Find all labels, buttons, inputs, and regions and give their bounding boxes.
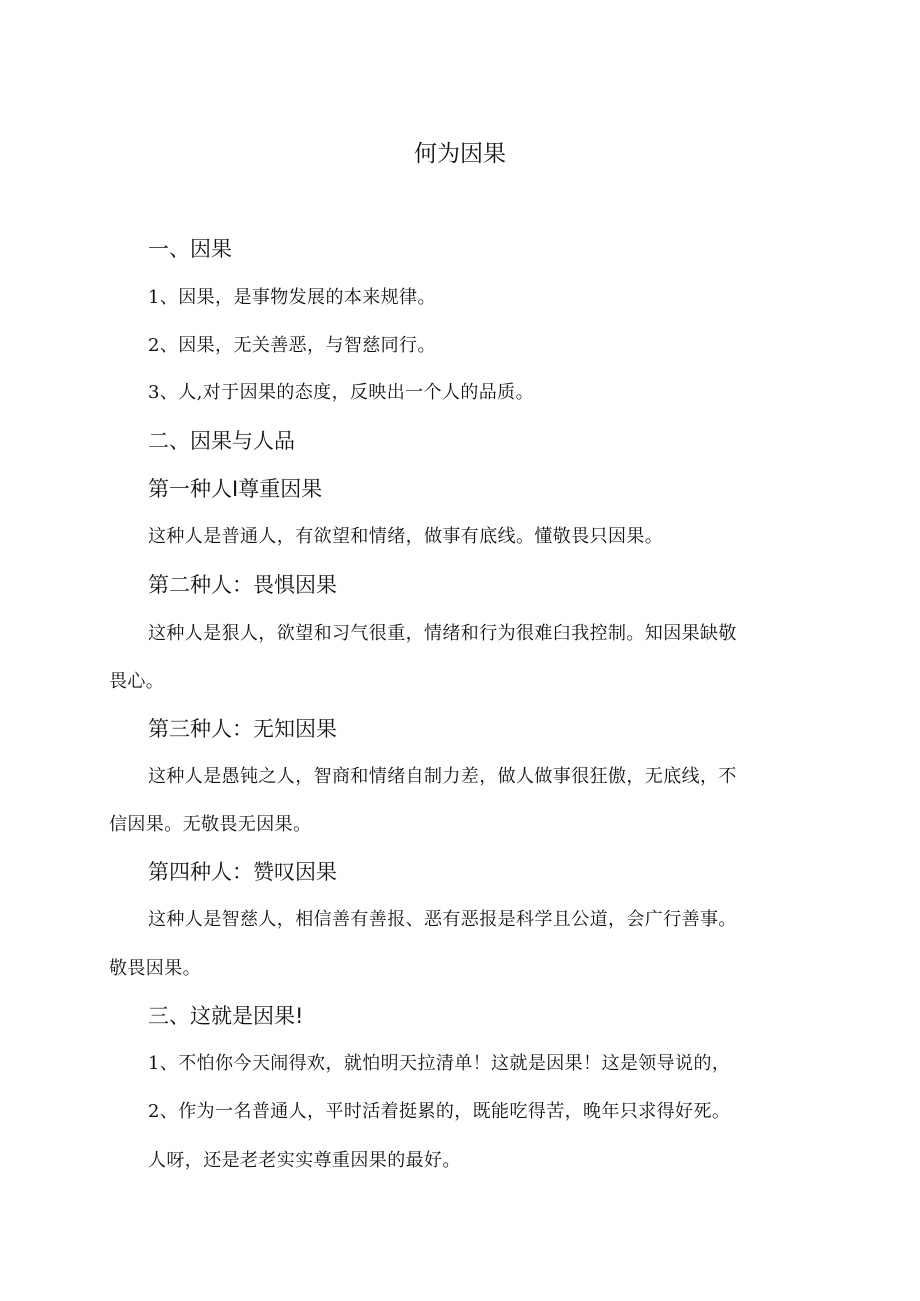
section-3-item-1: 1、不怕你今天闹得欢，就怕明天拉清单！这就是因果！这是领导说的， bbox=[148, 1053, 731, 1074]
type-2-heading: 第二种人：畏惧因果 bbox=[148, 573, 337, 597]
section-3-item-2: 2、作为一名普通人，平时活着挺累的，既能吃得苦，晚年只求得好死。 bbox=[148, 1101, 731, 1122]
section-3-heading: 三、这就是因果! bbox=[148, 1004, 304, 1028]
type-1-heading: 第一种人I尊重因果 bbox=[148, 477, 323, 501]
section-1-item-1: 1、因果，是事物发展的本来规律。 bbox=[148, 287, 436, 308]
type-3-text-line-1: 这种人是愚钝之人，智商和情绪自制力差，做人做事很狂傲，无底线，不 bbox=[148, 766, 737, 787]
type-4-text-line-1: 这种人是智慈人，相信善有善报、恶有恶报是科学且公道，会广行善事。 bbox=[148, 909, 737, 930]
type-3-heading: 第三种人：无知因果 bbox=[148, 717, 337, 741]
section-1-heading: 一、因果 bbox=[148, 237, 232, 261]
type-1-text: 这种人是普通人，有欲望和情绪，做事有底线。懂敬畏只因果。 bbox=[148, 526, 664, 547]
document-title: 何为因果 bbox=[414, 141, 506, 167]
type-3-text-line-2: 信因果。无敬畏无因果。 bbox=[109, 814, 312, 835]
section-1-item-2: 2、因果，无关善恶，与智慈同行。 bbox=[148, 335, 436, 356]
type-2-text-line-1: 这种人是狠人，欲望和习气很重，情绪和行为很难臼我控制。知因果缺敬 bbox=[148, 623, 737, 644]
section-2-heading: 二、因果与人品 bbox=[148, 429, 295, 453]
type-4-heading: 第四种人：赞叹因果 bbox=[148, 860, 337, 884]
type-2-text-line-2: 畏心。 bbox=[109, 671, 165, 692]
section-1-item-3: 3、人,对于因果的态度，反映出一个人的品质。 bbox=[148, 382, 534, 403]
type-4-text-line-2: 敬畏因果。 bbox=[109, 958, 201, 979]
section-3-closing: 人呀，还是老老实实尊重因果的最好。 bbox=[148, 1150, 461, 1171]
